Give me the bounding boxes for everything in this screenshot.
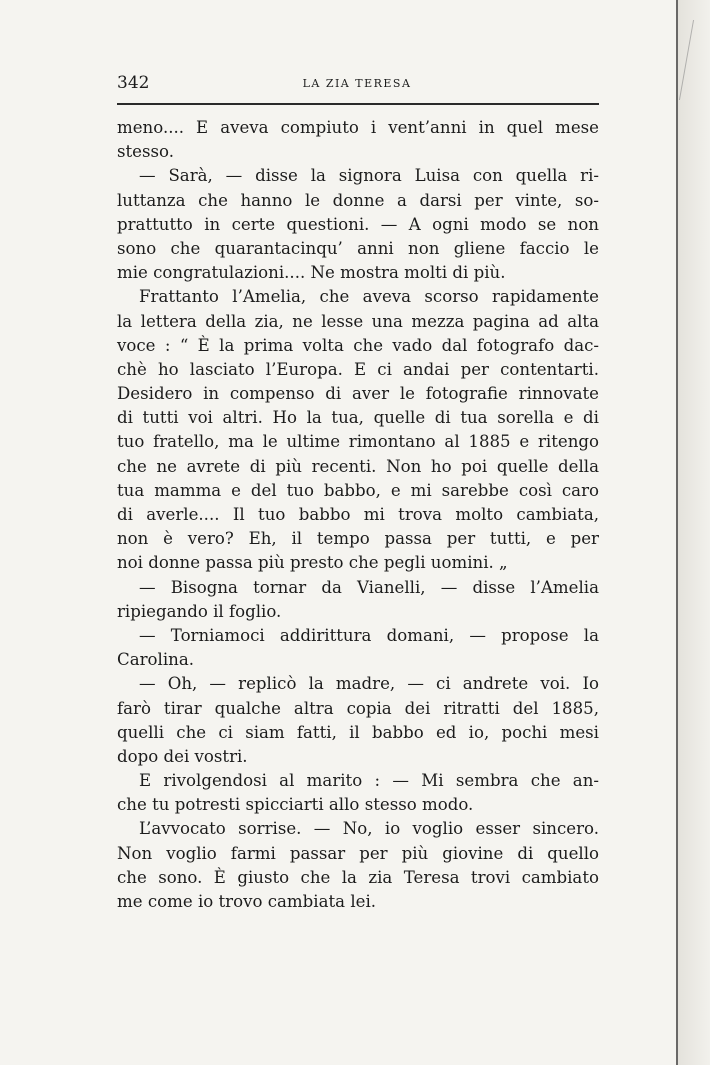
running-title: LA ZIA TERESA xyxy=(302,77,412,90)
page-edge-line xyxy=(676,0,678,1065)
text-line: sono che quarantacinqu’ anni non gliene faccio le xyxy=(117,238,599,258)
text-line: voce : “ È la prima volta che vado dal fotografo dac- xyxy=(117,335,599,355)
text-line: L’avvocato sorrise. — No, io voglio esser sincero. xyxy=(139,819,599,839)
text-line: luttanza che hanno le donne a darsi per vinte, so- xyxy=(117,190,599,210)
text-line: Desidero in compenso di aver le fotografie rinnovate xyxy=(117,384,599,404)
text-line: prattutto in certe questioni. — A ogni modo se non xyxy=(117,214,599,234)
text-line: — Torniamoci addirittura domani, — propose la xyxy=(139,625,599,645)
text-line: meno.... E aveva compiuto i vent’anni in quel mese xyxy=(117,118,599,137)
page-number: 342 xyxy=(117,73,150,93)
text-line: tua mamma e del tuo babbo, e mi sarebbe così caro xyxy=(117,480,599,500)
page-edge-shadow xyxy=(678,0,710,1065)
text-line: — Sarà, — disse la signora Luisa con quella ri- xyxy=(139,166,599,186)
text-line: chè ho lasciato l’Europa. E ci andai per contentarti. xyxy=(117,359,599,379)
text-line: farò tirar qualche altra copia dei ritratti del 1885, xyxy=(117,698,599,718)
text-line: — Bisogna tornar da Vianelli, — disse l’Amelia xyxy=(139,577,599,597)
header-rule xyxy=(117,103,599,105)
text-line: Non voglio farmi passar per più giovine di quello xyxy=(117,843,599,863)
text-line: me come io trovo cambiata lei. xyxy=(117,892,377,911)
text-line: tuo fratello, ma le ultime rimontano al 1885 e ritengo xyxy=(117,432,599,452)
text-line: la lettera della zia, ne lesse una mezza pagina ad alta xyxy=(117,311,599,331)
body-text xyxy=(117,116,599,914)
text-line: — Oh, — replicò la madre, — ci andrete voi. Io xyxy=(139,674,599,694)
text-line: noi donne passa più presto che pegli uomini. „ xyxy=(117,553,508,573)
text-line: Frattanto l’Amelia, che aveva scorso rapidamente xyxy=(139,287,599,307)
text-line: quelli che ci siam fatti, il babbo ed io, pochi mesi xyxy=(117,722,599,742)
text-line: che tu potresti spicciarti allo stesso modo. xyxy=(117,795,474,815)
text-line: ripiegando il foglio. xyxy=(117,601,282,621)
text-line: E rivolgendosi al marito : — Mi sembra che an- xyxy=(139,771,599,791)
text-line: mie congratulazioni.... Ne mostra molti di più. xyxy=(117,263,506,283)
text-line: che sono. È giusto che la zia Teresa trovi cambiato xyxy=(117,867,599,887)
text-line: di averle.... Il tuo babbo mi trova molto cambiata, xyxy=(117,505,599,524)
text-line: Carolina. xyxy=(117,650,194,670)
text-line: dopo dei vostri. xyxy=(117,746,248,766)
page-header xyxy=(117,72,597,94)
text-line: di tutti voi altri. Ho la tua, quelle di tua sorella e di xyxy=(117,408,599,428)
text-line: stesso. xyxy=(117,142,175,162)
text-line: che ne avrete di più recenti. Non ho poi quelle della xyxy=(117,456,599,476)
text-line: non è vero? Eh, il tempo passa per tutti, e per xyxy=(117,529,599,549)
